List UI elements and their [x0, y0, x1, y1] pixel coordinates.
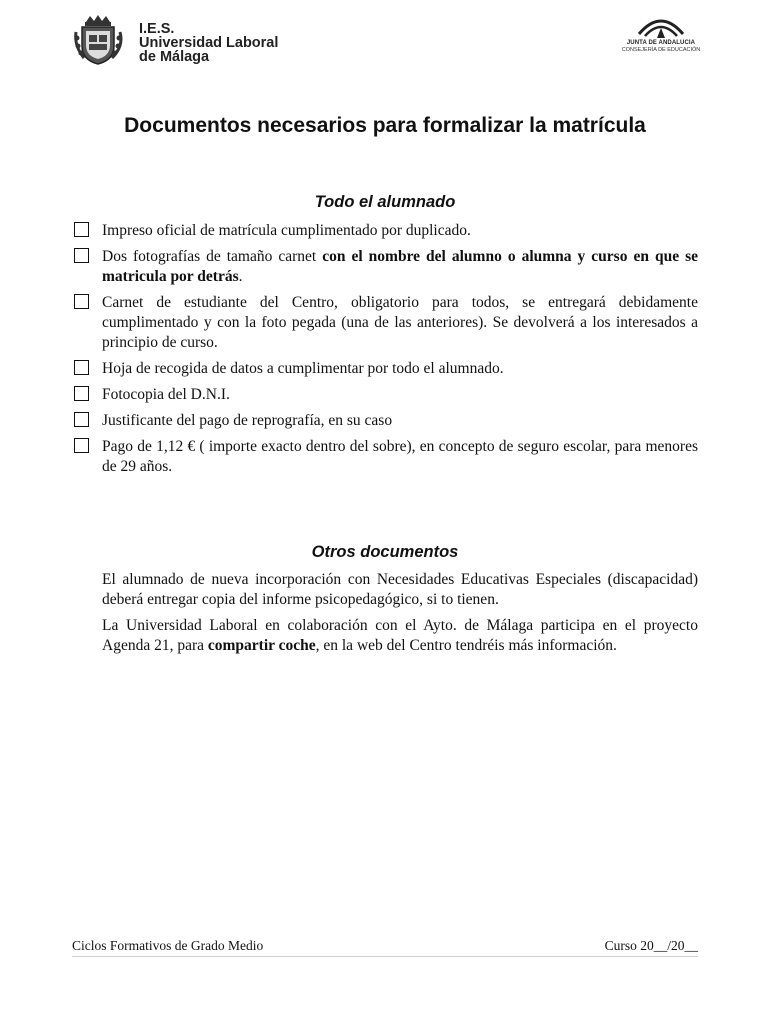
checkbox[interactable] [74, 294, 89, 309]
checklist-item-text [102, 360, 504, 377]
text-run: Fotocopia del D.N.I. [102, 386, 230, 403]
checklist-item-text [102, 222, 471, 239]
text-run: , en la web del Centro tendréis más información. [315, 637, 617, 654]
school-name-line-2: Universidad Laboral [139, 35, 279, 51]
checklist-item-text [102, 248, 698, 285]
text-run: Pago de 1,12 € ( importe exacto dentro del sobre), en concepto de seguro escolar, para menores de 29 años. [102, 438, 698, 475]
bold-text: compartir coche [207, 637, 316, 654]
checklist-item [74, 411, 698, 431]
footer-program-name: Ciclos Formativos de Grado Medio [72, 938, 264, 953]
checklist-item-text [102, 386, 230, 403]
other-documents-text [102, 570, 698, 662]
other-documents-paragraph [102, 570, 698, 610]
junta-name: JUNTA DE ANDALUCIA [626, 40, 696, 46]
checkbox[interactable] [74, 360, 89, 375]
bold-text: con el nombre del alumno o alumna y curso en que se matricula por detrás [102, 248, 698, 285]
school-name [139, 22, 278, 64]
required-documents-checklist [74, 221, 698, 483]
checklist-item [74, 247, 698, 287]
text-run: Hoja de recogida de datos a cumplimentar por todo el alumnado. [102, 360, 504, 377]
section-heading-otros-documentos: Otros documentos [311, 543, 459, 561]
other-documents-paragraph [102, 616, 698, 656]
checkbox[interactable] [74, 412, 89, 427]
junta-andalucia-logo-icon [616, 10, 706, 65]
checklist-item [74, 385, 698, 405]
text-run: Impreso oficial de matrícula cumplimentado por duplicado. [102, 222, 471, 239]
checklist-item-text [102, 412, 392, 429]
page-footer [72, 938, 698, 957]
checkbox[interactable] [74, 222, 89, 237]
school-crest-icon [72, 14, 132, 66]
checklist-item [74, 359, 698, 379]
page-title: Documentos necesarios para formalizar la matrícula [124, 114, 646, 137]
checklist-item-text [102, 438, 698, 475]
checkbox[interactable] [74, 438, 89, 453]
checkbox[interactable] [74, 386, 89, 401]
text-run: El alumnado de nueva incorporación con Necesidades Educativas Especiales (discapacidad) deberá entregar copia del informe psicopedagógico, si to tienen. [102, 571, 698, 608]
checklist-item [74, 221, 698, 241]
checklist-item [74, 437, 698, 477]
checklist-item [74, 293, 698, 353]
checklist-item-text [102, 294, 698, 351]
text-run: Justificante del pago de reprografía, en su caso [102, 412, 393, 429]
consejeria-name: CONSEJERÍA DE EDUCACIÓN [621, 47, 701, 53]
footer-course-year: Curso 20__/20__ [604, 938, 698, 953]
text-run: Carnet de estudiante del Centro, obligatorio para todos, se entregará debidamente cumplimentado y con la foto pegada (una de las anteriores). Se devolverá a los interesados a principio de curso. [102, 294, 698, 351]
checkbox[interactable] [74, 248, 89, 263]
school-name-line-1: I.E.S. [139, 21, 175, 37]
school-name-line-3: de Málaga [139, 49, 210, 65]
text-run: . [238, 268, 243, 285]
section-heading-todo-el-alumnado: Todo el alumnado [314, 193, 456, 211]
text-run: La Universidad Laboral en colaboración con el Ayto. de Málaga participa en el proyecto Agenda 21, para [102, 617, 698, 654]
text-run: Dos fotografías de tamaño carnet [102, 248, 323, 265]
